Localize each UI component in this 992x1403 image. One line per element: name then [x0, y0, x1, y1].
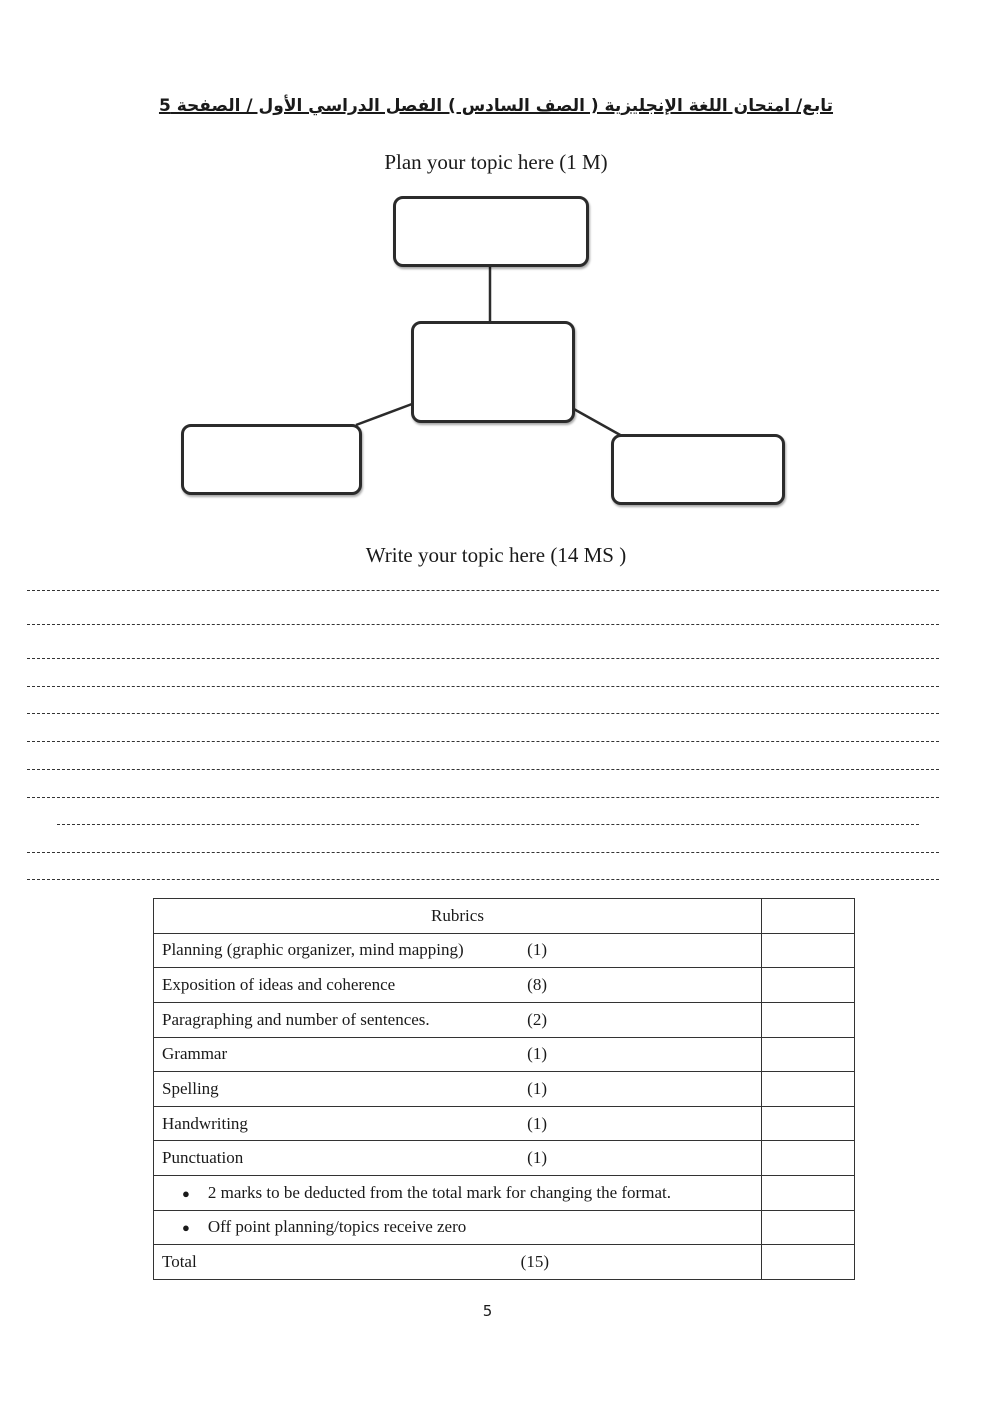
page-number: 5: [482, 1302, 493, 1320]
total-label: Total: [162, 1252, 197, 1272]
rubric-row: [154, 933, 855, 968]
writing-line-6[interactable]: [27, 741, 939, 742]
writing-line-3[interactable]: [27, 658, 939, 659]
mark-cell[interactable]: [762, 899, 855, 934]
rubric-total-row: [154, 1245, 855, 1280]
criterion-points: (8): [527, 975, 547, 995]
rubric-row: [154, 1072, 855, 1107]
rubric-row: [154, 1141, 855, 1176]
connector-right: [572, 408, 622, 436]
bullet-icon: ●: [182, 1185, 190, 1201]
mark-cell[interactable]: [762, 1106, 855, 1141]
criterion-name: Handwriting: [162, 1113, 248, 1133]
writing-line-2[interactable]: [27, 624, 939, 625]
writing-line-1[interactable]: [27, 590, 939, 591]
criterion-name: Planning (graphic organizer, mind mapping): [162, 940, 464, 960]
plan-heading: Plan your topic here (1 M): [384, 150, 608, 174]
graphic-organizer: [0, 0, 992, 520]
criterion-name: Grammar: [162, 1044, 228, 1064]
writing-line-5[interactable]: [27, 713, 939, 714]
rubrics-title: Rubrics: [154, 899, 762, 934]
total-points: (15): [520, 1252, 549, 1272]
writing-line-11[interactable]: [27, 879, 939, 880]
criterion-points: (1): [527, 1078, 547, 1098]
criterion-name: Spelling: [162, 1078, 219, 1098]
criterion-points: (1): [527, 1044, 547, 1064]
organizer-box-top[interactable]: [393, 196, 589, 267]
writing-line-8[interactable]: [27, 797, 939, 798]
writing-line-4[interactable]: [27, 686, 939, 687]
mark-cell[interactable]: [762, 1002, 855, 1037]
write-heading: Write your topic here (14 MS ): [365, 543, 627, 567]
rubric-row: [154, 968, 855, 1003]
criterion-points: (1): [527, 1113, 547, 1133]
criterion-points: (2): [527, 1009, 547, 1029]
total-mark-cell[interactable]: [762, 1245, 855, 1280]
rubric-note-row: [154, 1176, 855, 1211]
mark-cell[interactable]: [762, 1072, 855, 1107]
rubric-row: [154, 1037, 855, 1072]
criterion-name: Punctuation: [162, 1148, 244, 1168]
criterion-name: Paragraphing and number of sentences.: [162, 1009, 430, 1029]
mark-cell[interactable]: [762, 1210, 855, 1245]
criterion-name: Exposition of ideas and coherence: [162, 975, 396, 995]
rubrics-table: [153, 898, 855, 1280]
mark-cell[interactable]: [762, 1176, 855, 1211]
exam-header: [0, 96, 992, 116]
rubric-note: 2 marks to be deducted from the total mark for changing the format.: [207, 1182, 671, 1202]
writing-line-9[interactable]: [57, 824, 919, 825]
organizer-box-center[interactable]: [411, 321, 575, 423]
mark-cell[interactable]: [762, 968, 855, 1003]
rubric-note: Off point planning/topics receive zero: [207, 1217, 467, 1237]
criterion-points: (1): [527, 1148, 547, 1168]
mark-cell[interactable]: [762, 1037, 855, 1072]
mark-cell[interactable]: [762, 1141, 855, 1176]
connector-left: [356, 404, 412, 425]
rubrics-header-row: [154, 899, 855, 934]
criterion-points: (1): [527, 940, 547, 960]
writing-line-7[interactable]: [27, 769, 939, 770]
bullet-icon: ●: [182, 1220, 190, 1236]
organizer-box-right[interactable]: [611, 434, 785, 505]
rubric-row: [154, 1002, 855, 1037]
rubric-row: [154, 1106, 855, 1141]
writing-line-10[interactable]: [27, 852, 939, 853]
rubric-note-row: [154, 1210, 855, 1245]
mark-cell[interactable]: [762, 933, 855, 968]
organizer-box-left[interactable]: [181, 424, 362, 495]
exam-header-text: تابع/ امتحان اللغة الإنجليزية ( الصف السادس ) الفصل الدراسي الأول / الصفحة 5: [158, 96, 834, 116]
